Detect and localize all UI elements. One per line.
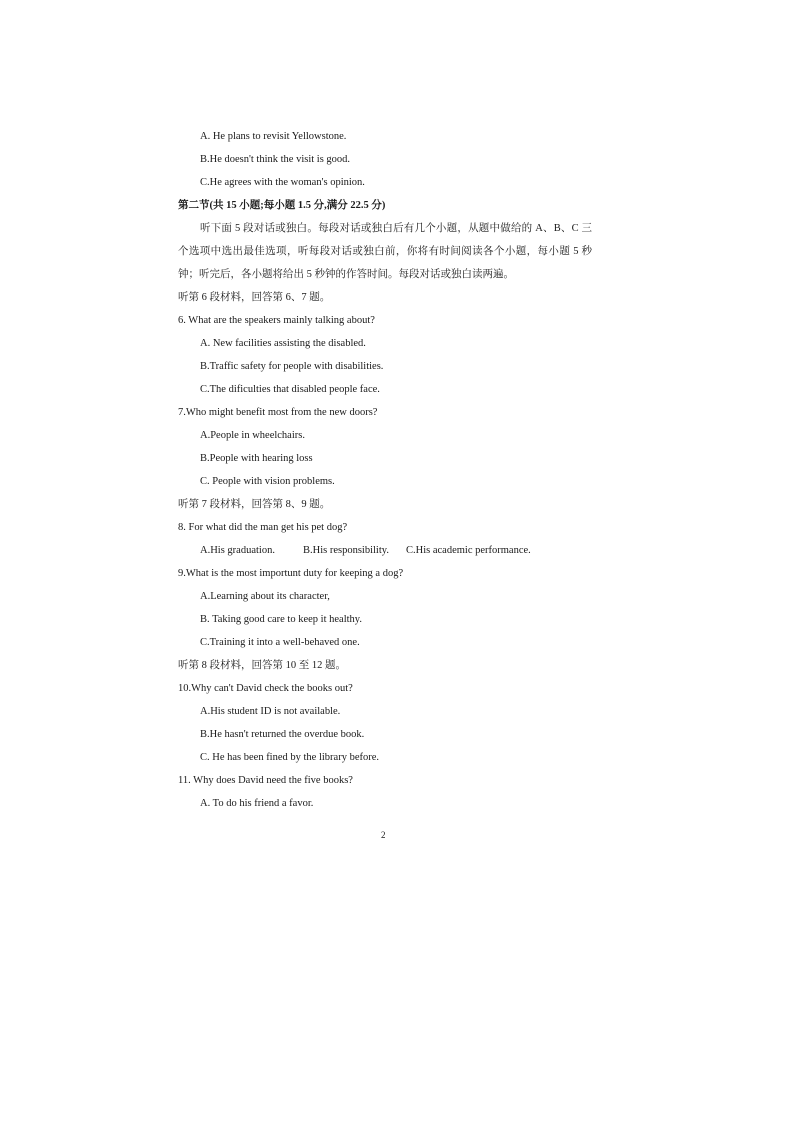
material-6-label: 听第 6 段材料，回答第 6、7 题。 xyxy=(178,292,331,303)
q8-options-row xyxy=(200,544,531,558)
q8-option-a: A.His graduation. xyxy=(200,545,275,556)
q7-option-b: B.People with hearing loss xyxy=(200,453,313,464)
q9-option-c: C.Training it into a well-behaved one. xyxy=(200,637,360,648)
q11-option-a: A. To do his friend a favor. xyxy=(200,798,314,809)
material-7-label: 听第 7 段材料，回答第 8、9 题。 xyxy=(178,499,331,510)
question-8: 8. For what did the man get his pet dog? xyxy=(178,522,348,533)
q6-option-a: A. New facilities assisting the disabled. xyxy=(200,338,366,349)
section-instructions: 听下面 5 段对话或独白。每段对话或独白后有几个小题，从题中做给的 A、B、C 三个选项中选出最佳选项，听每段对话或独白前，你将有时间阅读各个小题，每小题 5 秒钟；听完后，各小题将给出 5 秒钟的作答时间。每段对话或独白读两遍。 xyxy=(178,223,592,280)
question-9: 9.What is the most importunt duty for keeping a dog? xyxy=(178,568,404,579)
question-7: 7.Who might benefit most from the new doors? xyxy=(178,407,378,418)
q5-option-a: A. He plans to revisit Yellowstone. xyxy=(200,131,347,142)
page-number: 2 xyxy=(381,830,386,840)
q6-option-c: C.The dificulties that disabled people face. xyxy=(200,384,380,395)
question-10: 10.Why can't David check the books out? xyxy=(178,683,353,694)
q9-option-a: A.Learning about its character, xyxy=(200,591,330,602)
q8-option-b: B.His responsibility. xyxy=(303,545,389,556)
material-8-label: 听第 8 段材料，回答第 10 至 12 题。 xyxy=(178,660,346,671)
q5-option-c: C.He agrees with the woman's opinion. xyxy=(200,177,365,188)
section-heading: 第二节(共 15 小题;每小题 1.5 分,满分 22.5 分) xyxy=(178,200,386,211)
q10-option-a: A.His student ID is not available. xyxy=(200,706,341,717)
question-11: 11. Why does David need the five books? xyxy=(178,775,353,786)
q10-option-b: B.He hasn't returned the overdue book. xyxy=(200,729,365,740)
q7-option-c: C. People with vision problems. xyxy=(200,476,335,487)
q6-option-b: B.Traffic safety for people with disabilities. xyxy=(200,361,384,372)
question-6: 6. What are the speakers mainly talking about? xyxy=(178,315,375,326)
q5-option-b: B.He doesn't think the visit is good. xyxy=(200,154,351,165)
q9-option-b: B. Taking good care to keep it healthy. xyxy=(200,614,362,625)
q10-option-c: C. He has been fined by the library before. xyxy=(200,752,380,763)
q7-option-a: A.People in wheelchairs. xyxy=(200,430,305,441)
q8-option-c: C.His academic performance. xyxy=(406,545,531,556)
